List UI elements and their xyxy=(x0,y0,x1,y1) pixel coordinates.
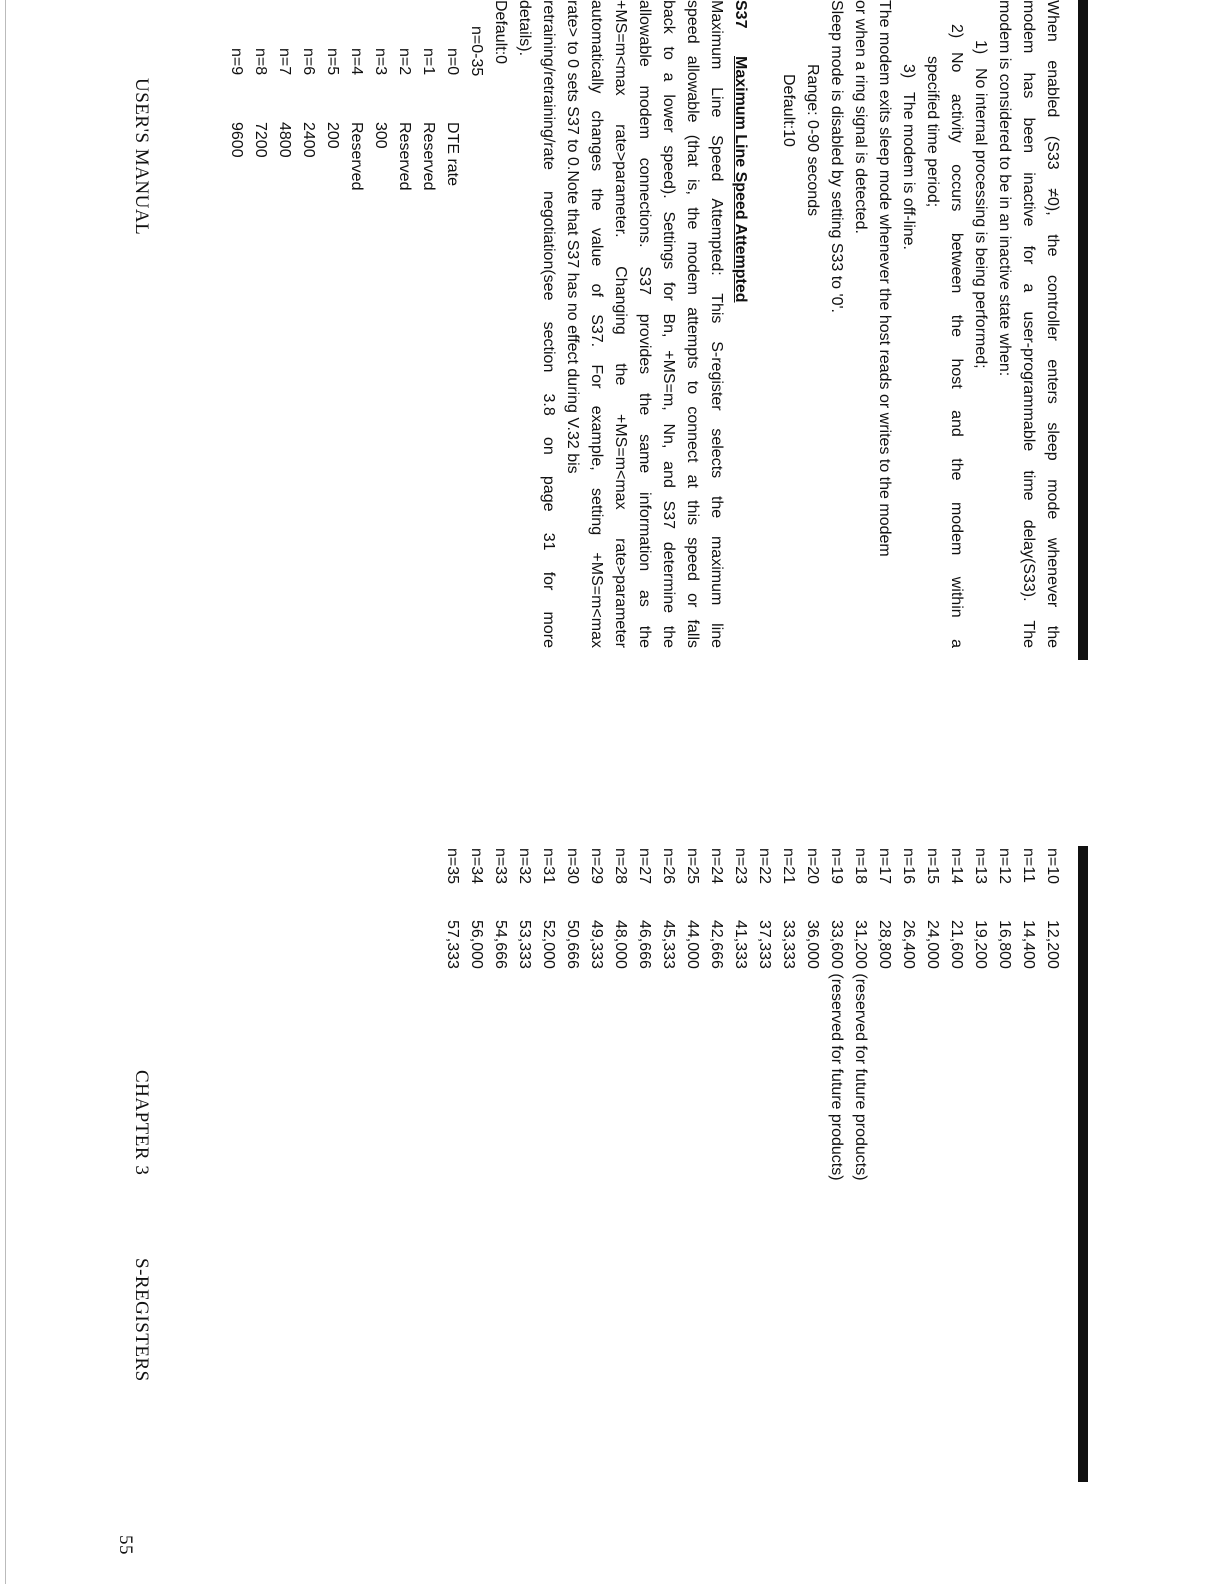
rate-setting: n=11 xyxy=(1020,848,1037,883)
rate-value: 21,600 xyxy=(948,920,965,969)
intro-line: modem has been inactive for a user-programmable time delay(S33). The xyxy=(1020,0,1037,648)
rate-setting: n=33 xyxy=(492,848,509,885)
s37-line: speed allowable (that is, the modem attempts to connect at this speed or falls xyxy=(684,0,701,648)
footer-section: S-REGISTERS xyxy=(131,1258,152,1382)
rate-row xyxy=(272,48,296,190)
exit-line: The modem exits sleep mode whenever the host reads or writes to the modem xyxy=(876,0,893,557)
intro-line: modem is considered to be in an inactive state when: xyxy=(996,0,1013,377)
rate-row xyxy=(416,48,440,190)
rate-row xyxy=(296,48,320,190)
rate-value: 44,000 xyxy=(684,920,701,969)
rate-row xyxy=(920,848,944,1181)
rate-setting: n=30 xyxy=(564,848,581,885)
rate-setting: n=27 xyxy=(636,848,653,885)
rate-value: 54,666 xyxy=(492,920,509,969)
rate-value: 48,000 xyxy=(612,920,629,969)
rate-setting: n=9 xyxy=(228,48,245,76)
rate-row xyxy=(344,48,368,190)
rate-row xyxy=(512,848,536,1181)
right-column xyxy=(440,848,1064,1568)
rate-row xyxy=(320,48,344,190)
rate-setting: n=23 xyxy=(732,848,749,885)
rate-setting: n=4 xyxy=(348,48,365,76)
rate-value: 50,666 xyxy=(564,920,581,969)
rate-setting: n=22 xyxy=(756,848,773,885)
fold-line xyxy=(5,0,6,1584)
rate-value: 300 xyxy=(372,122,389,149)
rate-setting: n=25 xyxy=(684,848,701,885)
rate-row xyxy=(248,48,272,190)
rate-value: 53,333 xyxy=(516,920,533,969)
rate-row xyxy=(800,848,824,1181)
rate-value: 56,000 xyxy=(468,920,485,969)
rate-value: 41,333 xyxy=(732,920,749,969)
sleep-mode-exit xyxy=(824,0,896,648)
rate-row xyxy=(440,848,464,1181)
rate-value: 200 xyxy=(324,122,341,149)
rate-row xyxy=(992,848,1016,1181)
rate-value: 45,333 xyxy=(660,920,677,969)
rate-row xyxy=(464,848,488,1181)
rate-value: 24,000 xyxy=(924,920,941,969)
rate-row xyxy=(944,848,968,1181)
rate-row xyxy=(872,848,896,1181)
rate-setting: n=34 xyxy=(468,848,485,885)
rate-setting: n=6 xyxy=(300,48,317,76)
intro-line: When enabled (S33 ≠0), the controller enters sleep mode whenever the xyxy=(1044,0,1061,648)
rate-setting: n=20 xyxy=(804,848,821,885)
s37-line: automatically changes the value of S37. For example, setting +MS=m<max xyxy=(588,0,605,648)
rate-setting: n=10 xyxy=(1044,848,1061,885)
s37-line: rate> to 0 sets S37 to 0.Note that S37 has no effect during V.32 bis xyxy=(564,0,581,474)
rate-setting: n=12 xyxy=(996,848,1013,885)
rate-value: Reserved xyxy=(396,122,413,191)
rate-row xyxy=(536,848,560,1181)
s37-line: details). xyxy=(516,0,533,57)
left-column-top-rule xyxy=(1078,0,1088,660)
rate-setting: n=17 xyxy=(876,848,893,885)
rate-row xyxy=(896,848,920,1181)
s37-range: n=0-35 xyxy=(468,26,485,77)
s37-line: Maximum Line Speed Attempted: This S-register selects the maximum line xyxy=(708,0,725,648)
rate-setting: n=16 xyxy=(900,848,917,885)
exit-line: or when a ring signal is detected. xyxy=(852,0,869,234)
rate-setting: n=18 xyxy=(852,848,869,885)
rate-setting: n=15 xyxy=(924,848,941,885)
rate-value: 33,333 xyxy=(780,920,797,969)
rate-value: Reserved xyxy=(420,122,437,191)
rate-setting: n=1 xyxy=(420,48,437,76)
sleep-mode-intro xyxy=(992,0,1064,648)
rate-setting: n=35 xyxy=(444,848,461,885)
rate-value: 57,333 xyxy=(444,920,461,969)
condition-item: 2)No activity occurs between the host and the modem within a xyxy=(948,24,965,648)
rate-value: 4800 xyxy=(276,122,293,158)
footer-chapter: CHAPTER 3 xyxy=(131,1070,152,1176)
s37-line: back to a lower speed). Settings for Bn, +MS=m, Nn, and S37 determine the xyxy=(660,0,677,648)
rate-setting: n=13 xyxy=(972,848,989,885)
rate-setting: n=31 xyxy=(540,848,557,885)
rate-row xyxy=(752,848,776,1181)
s37-rate-table-part1 xyxy=(224,48,464,190)
s37-heading xyxy=(728,0,752,648)
s37-register-label: S37 xyxy=(732,0,749,29)
s37-line: allowable modem connections. S37 provides the same information as the xyxy=(636,0,653,648)
rate-value: 33,600 (reserved for future products) xyxy=(828,920,845,1181)
rate-row xyxy=(824,848,848,1181)
s37-line: retraining/retraining/rate negotiation(see section 3.8 on page 31 for more xyxy=(540,0,557,648)
rate-row xyxy=(488,848,512,1181)
rate-setting: n=24 xyxy=(708,848,725,885)
rate-setting: n=19 xyxy=(828,848,845,885)
rate-value: DTE rate xyxy=(444,122,461,187)
s37-rate-table-part2 xyxy=(440,848,1064,1181)
rate-row xyxy=(368,48,392,190)
left-column xyxy=(224,0,1064,648)
rate-value: 42,666 xyxy=(708,920,725,969)
rate-setting: n=26 xyxy=(660,848,677,885)
rate-setting: n=3 xyxy=(372,48,389,76)
rate-value: 19,200 xyxy=(972,920,989,969)
rate-value: 7200 xyxy=(252,122,269,158)
rate-row xyxy=(392,48,416,190)
rate-row xyxy=(1040,848,1064,1181)
rate-setting: n=21 xyxy=(780,848,797,885)
rate-row xyxy=(632,848,656,1181)
rate-value: 14,400 xyxy=(1020,920,1037,969)
rate-value: 52,000 xyxy=(540,920,557,969)
rate-value: 12,200 xyxy=(1044,920,1061,969)
condition-continuation: specified time period; xyxy=(924,56,941,208)
rate-value: 26,400 xyxy=(900,920,917,969)
rate-value: 2400 xyxy=(300,122,317,158)
rate-row xyxy=(656,848,680,1181)
s37-default: Default:0 xyxy=(492,0,509,65)
s33-default: Default:10 xyxy=(780,74,797,147)
rate-value: Reserved xyxy=(348,122,365,191)
rate-setting: n=2 xyxy=(396,48,413,76)
rate-setting: n=7 xyxy=(276,48,293,76)
s37-line: +MS=m<max rate>parameter. Changing the +MS=m<max rate>parameter xyxy=(612,0,629,648)
rate-value: 46,666 xyxy=(636,920,653,969)
rate-value: 49,333 xyxy=(588,920,605,969)
rate-row xyxy=(584,848,608,1181)
rate-value: 36,000 xyxy=(804,920,821,969)
s37-title: Maximum Line Speed Attempted xyxy=(732,56,749,303)
rate-row xyxy=(440,48,464,190)
rate-row xyxy=(560,848,584,1181)
rate-setting: n=0 xyxy=(444,48,461,76)
rate-setting: n=28 xyxy=(612,848,629,885)
rate-row xyxy=(224,48,248,190)
condition-item: 3)The modem is off-line. xyxy=(900,64,917,250)
rate-value: 16,800 xyxy=(996,920,1013,969)
rate-row xyxy=(704,848,728,1181)
rate-row xyxy=(848,848,872,1181)
rate-value: 37,333 xyxy=(756,920,773,969)
rate-value: 31,200 (reserved for future products) xyxy=(852,920,869,1181)
rate-row xyxy=(680,848,704,1181)
rate-setting: n=14 xyxy=(948,848,965,885)
rate-value: 28,800 xyxy=(876,920,893,969)
rate-setting: n=5 xyxy=(324,48,341,76)
condition-item: 1)No internal processing is being performed; xyxy=(972,40,989,369)
rate-setting: n=32 xyxy=(516,848,533,885)
footer-manual-title: USER'S MANUAL xyxy=(131,78,152,236)
right-column-top-rule xyxy=(1078,846,1088,1482)
s37-description xyxy=(512,0,728,648)
rate-value: 9600 xyxy=(228,122,245,158)
rate-row xyxy=(1016,848,1040,1181)
rate-row xyxy=(728,848,752,1181)
exit-line: Sleep mode is disabled by setting S33 to '0'. xyxy=(828,0,845,313)
rate-setting: n=29 xyxy=(588,848,605,885)
rate-row xyxy=(608,848,632,1181)
s33-range: Range: 0-90 seconds xyxy=(804,64,821,217)
page-number: 55 xyxy=(115,1535,136,1555)
rate-row xyxy=(776,848,800,1181)
rate-row xyxy=(968,848,992,1181)
rate-setting: n=8 xyxy=(252,48,269,76)
